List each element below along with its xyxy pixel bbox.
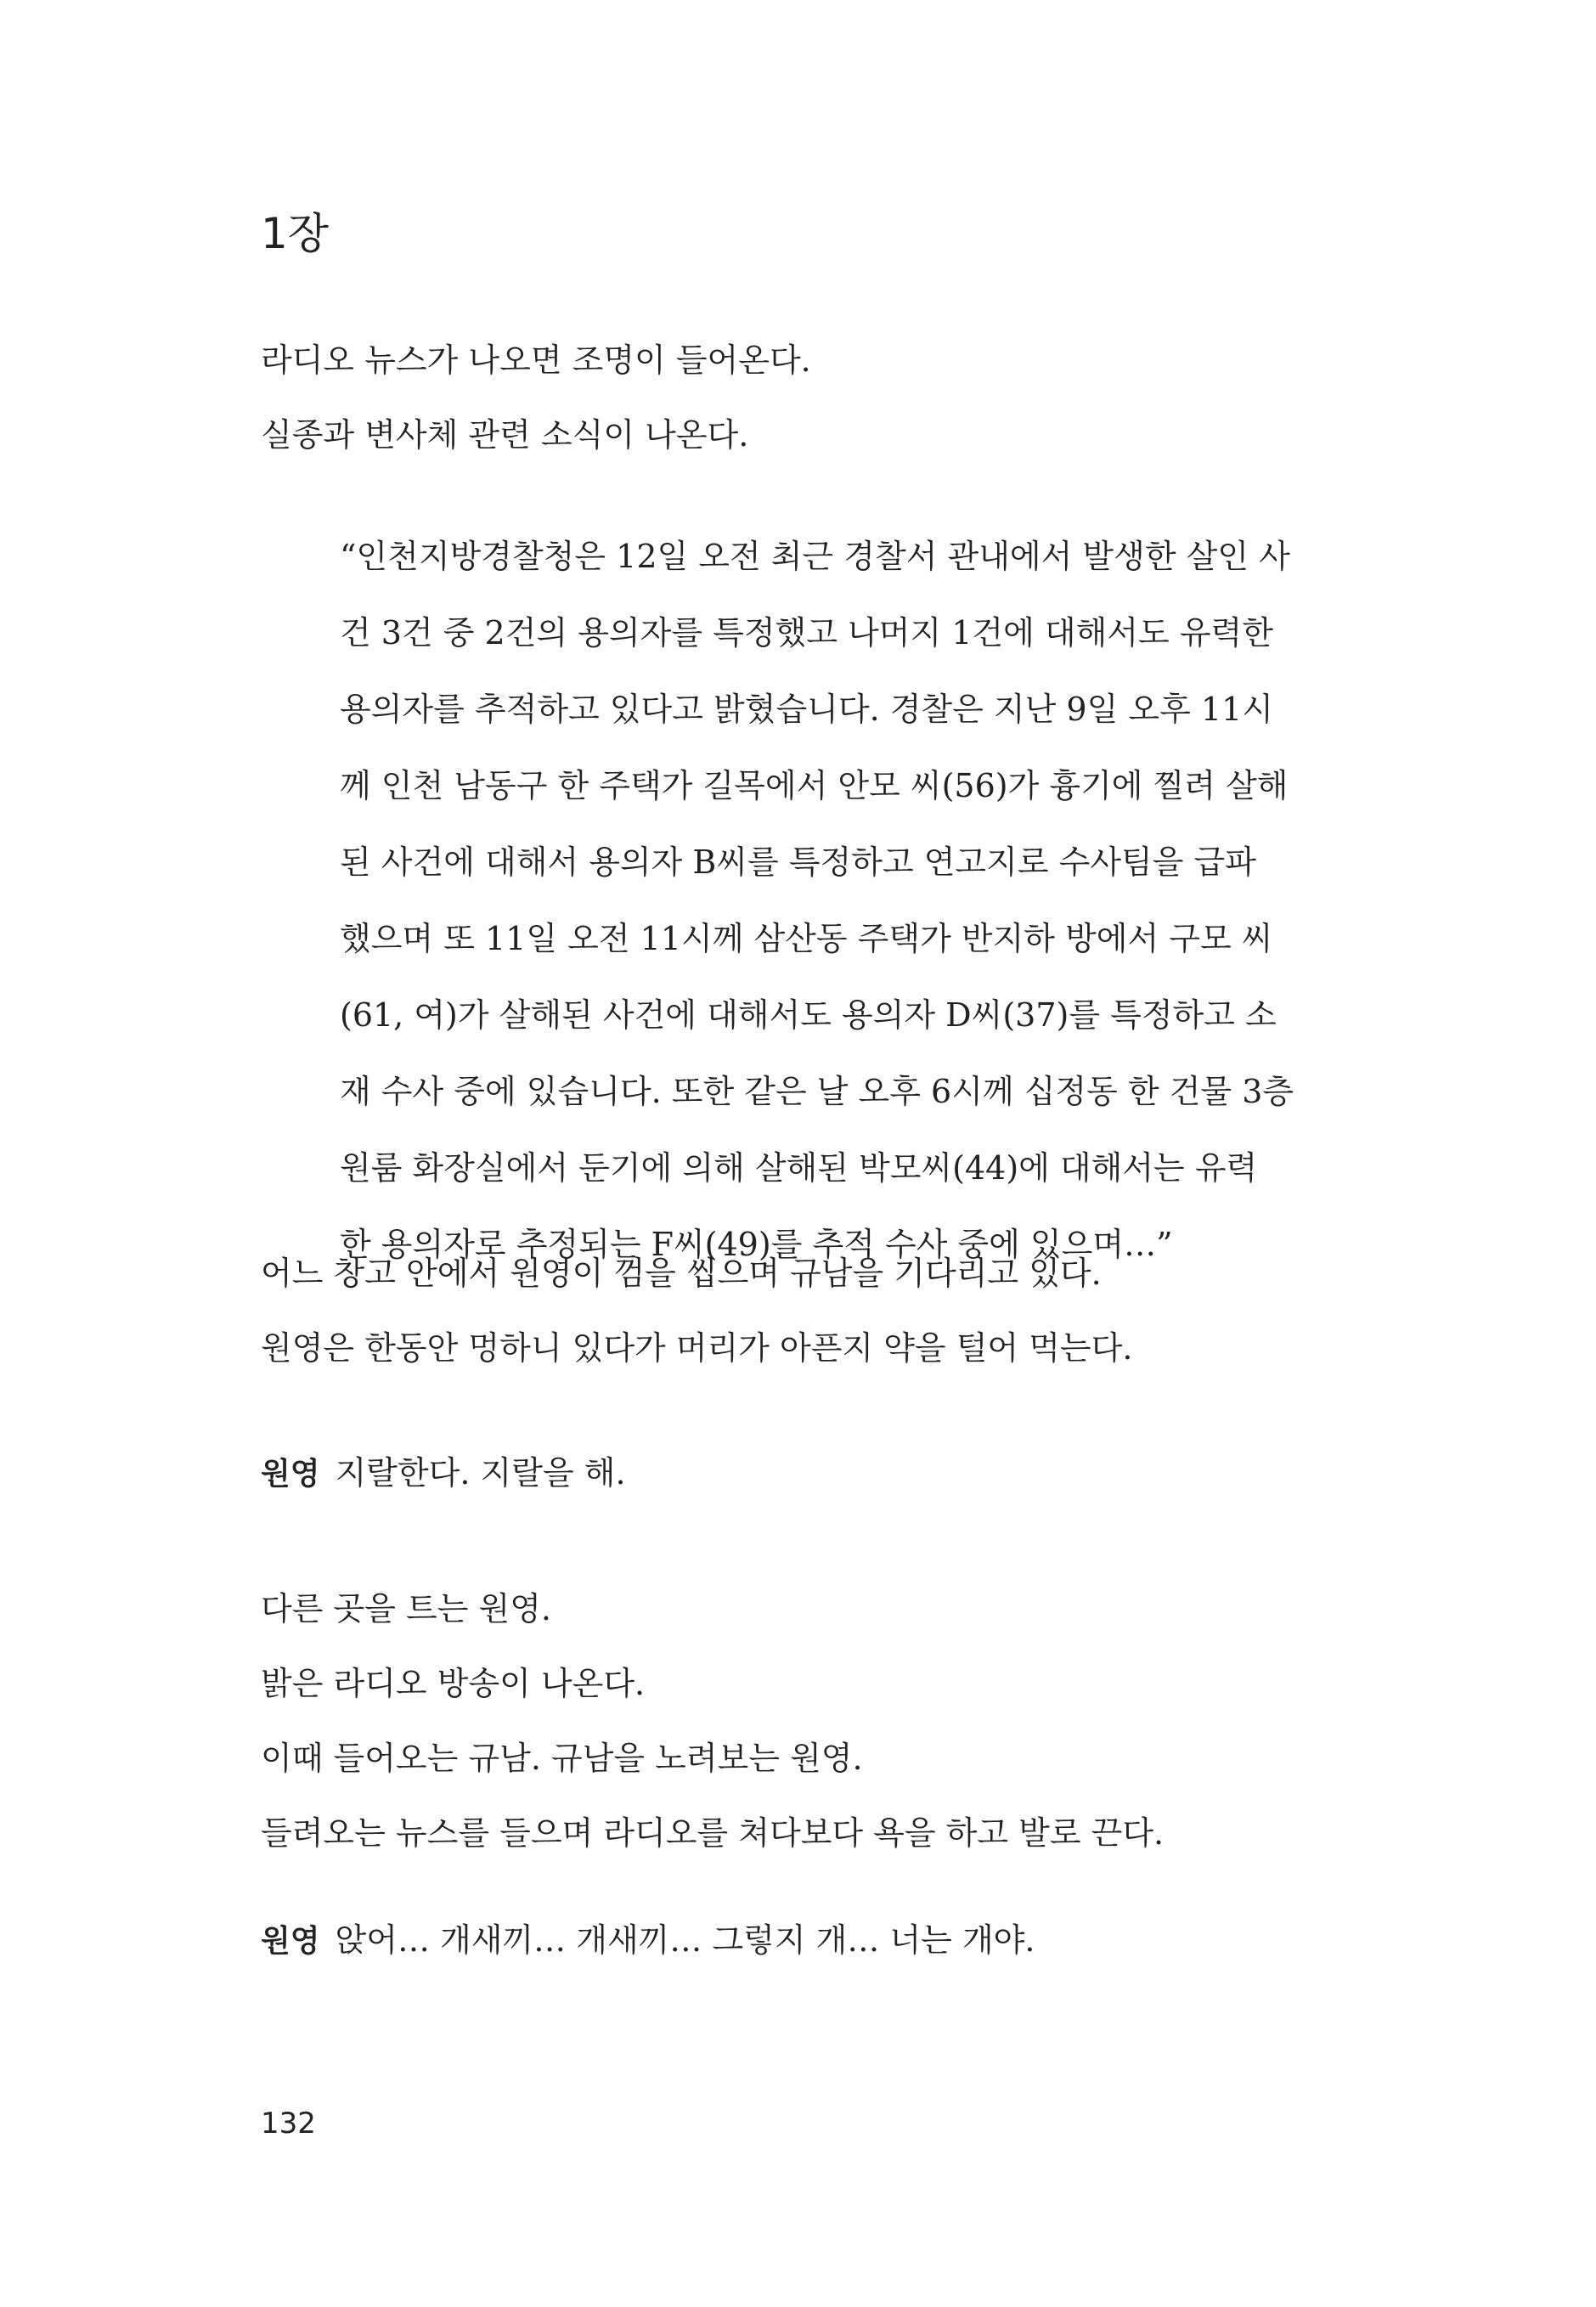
dialogue-line-2 — [261, 1903, 1035, 1979]
stage-direction-scene2 — [261, 1571, 1365, 1870]
quote-line: (61, 여)가 살해된 사건에 대해서도 용의자 D씨(37)를 특정하고 소 — [340, 996, 1277, 1034]
speaker-name: 원영 — [261, 1457, 320, 1492]
quote-line: 용의자를 추적하고 있다고 밝혔습니다. 경찰은 지난 9일 오후 11시 — [340, 691, 1273, 728]
quote-line: 건 3건 중 2건의 용의자를 특정했고 나머지 1건에 대해서도 유력한 — [340, 614, 1273, 651]
dialogue-text: 앉어… 개새끼… 개새끼… 그렇지 개… 너는 개야. — [335, 1921, 1035, 1959]
stage-direction-line: 이때 들어오는 규남. 규남을 노려보는 원영. — [261, 1740, 863, 1777]
stage-direction-line: 원영은 한동안 멍하니 있다가 머리가 아픈지 약을 털어 먹는다. — [261, 1329, 1133, 1367]
stage-direction-scene1 — [261, 1236, 1365, 1385]
stage-direction-line: 들려오는 뉴스를 들으며 라디오를 쳐다보다 욕을 하고 발로 끈다. — [261, 1814, 1165, 1852]
quote-line: 했으며 또 11일 오전 11시께 삼산동 주택가 반지하 방에서 구모 씨 — [340, 920, 1273, 957]
stage-direction-intro — [261, 323, 1365, 472]
chapter-title: 1장 — [261, 209, 330, 258]
quote-line: 된 사건에 대해서 용의자 B씨를 특정하고 연고지로 수사팀을 급파 — [340, 843, 1256, 881]
radio-news-quote — [340, 518, 1294, 1283]
quote-line: “인천지방경찰청은 12일 오전 최근 경찰서 관내에서 발생한 살인 사 — [340, 538, 1290, 575]
quote-line: 원룸 화장실에서 둔기에 의해 살해된 박모씨(44)에 대해서는 유력 — [340, 1149, 1258, 1187]
dialogue-line-1 — [261, 1436, 626, 1512]
quote-line: 재 수사 중에 있습니다. 또한 같은 날 오후 6시께 십정동 한 건물 3층 — [340, 1073, 1294, 1110]
speaker-name: 원영 — [261, 1924, 320, 1959]
stage-direction-line: 어느 창고 안에서 원영이 껌을 씹으며 규남을 기다리고 있다. — [261, 1255, 1102, 1292]
stage-direction-line: 실종과 변사체 관련 소식이 나온다. — [261, 416, 749, 454]
stage-direction-line: 다른 곳을 트는 원영. — [261, 1590, 551, 1627]
stage-direction-line: 라디오 뉴스가 나오면 조명이 들어온다. — [261, 341, 811, 379]
quote-line: 한 용의자로 추정되는 F씨(49)를 추적 수사 중에 있으며…” — [340, 1226, 1173, 1263]
quote-line: 께 인천 남동구 한 주택가 길목에서 안모 씨(56)가 흉기에 찔려 살해 — [340, 767, 1289, 804]
dialogue-text: 지랄한다. 지랄을 해. — [335, 1454, 626, 1492]
stage-direction-line: 밝은 라디오 방송이 나온다. — [261, 1665, 646, 1702]
page-number: 132 — [261, 2107, 316, 2141]
